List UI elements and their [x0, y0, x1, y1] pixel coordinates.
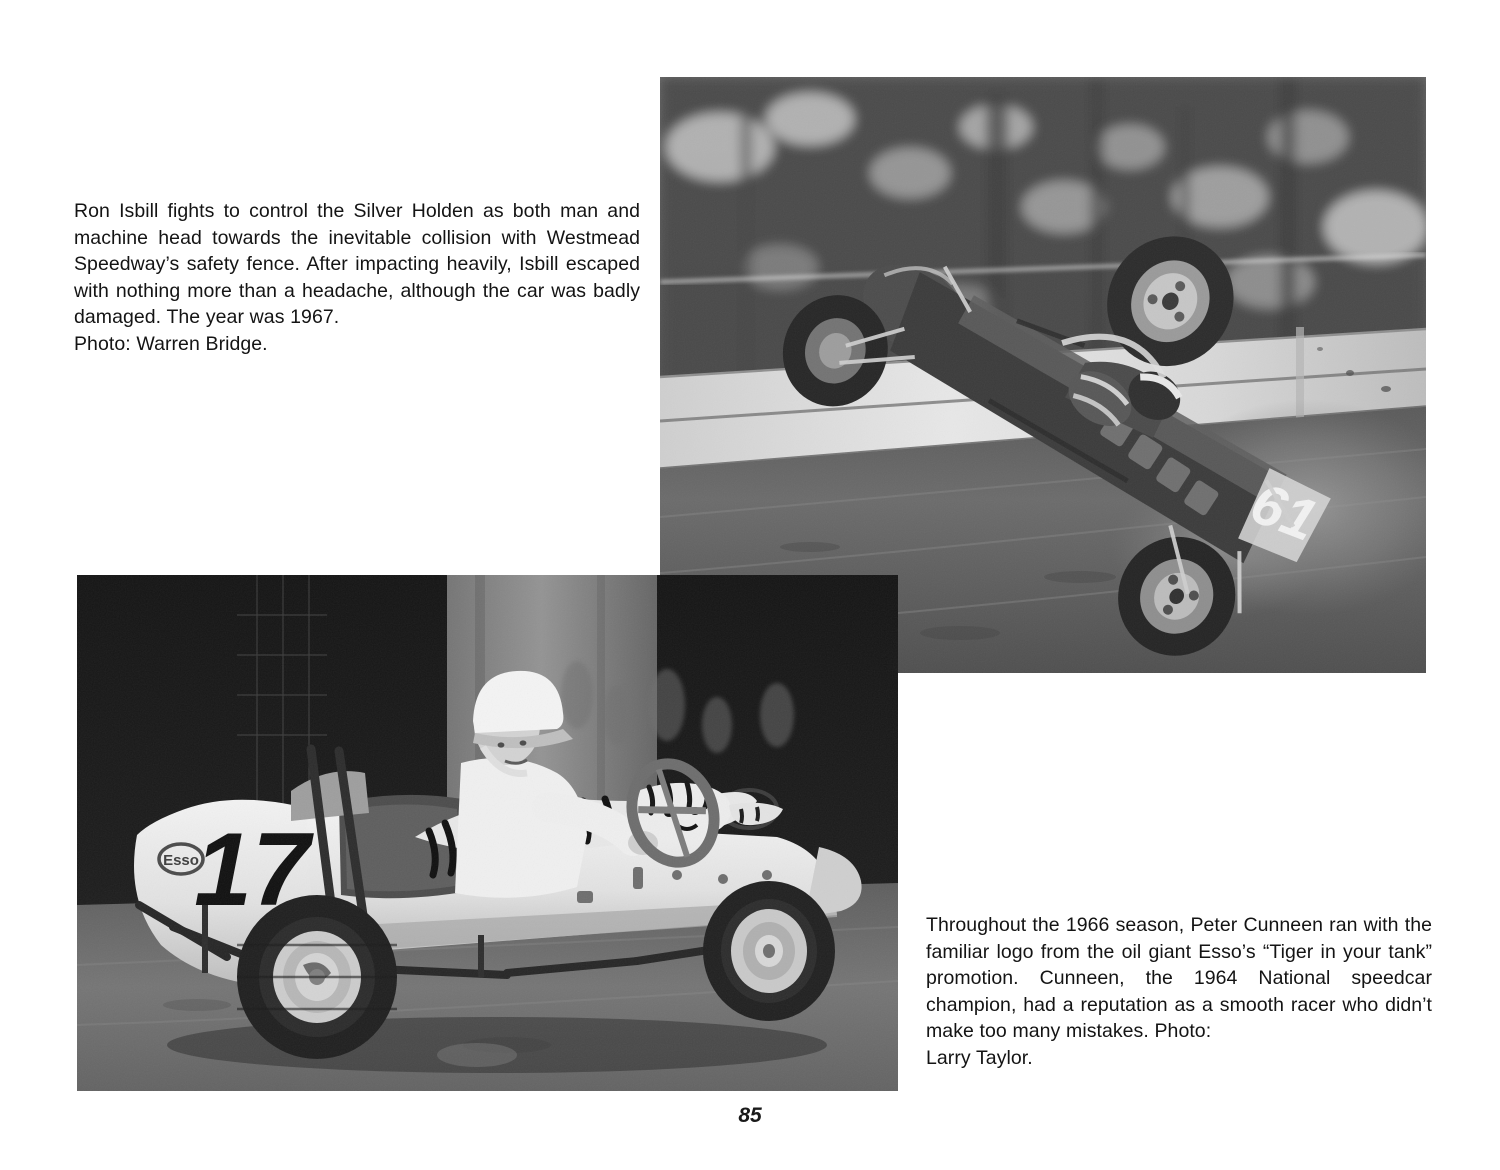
- caption-top-body: Ron Isbill fights to control the Silver Holden as both man and machine head towards the inevitable collision with Westmead Speedway’s safety fence. After impacting heavily, Isbill escaped with nothing more than a headache, although the car was badly damaged. The year was 1967.: [74, 200, 640, 328]
- caption-top-photo: [74, 198, 640, 357]
- photo-tiger-speedcar: [77, 575, 898, 1091]
- page-number: 85: [738, 1104, 762, 1127]
- photo-tiger-speedcar-graphic: [77, 575, 898, 1091]
- caption-bottom-credit: Larry Taylor.: [926, 1046, 1033, 1069]
- caption-bottom-body: Throughout the 1966 season, Peter Cunneen ran with the familiar logo from the oil giant Esso’s “Tiger in your tank” promotion. Cunneen, the 1964 National speedcar champion, had a reputation as a smooth racer who didn’t make too many mistakes. Photo:: [926, 914, 1432, 1042]
- caption-bottom-photo: [926, 912, 1432, 1071]
- caption-top-credit: Photo: Warren Bridge.: [74, 332, 268, 355]
